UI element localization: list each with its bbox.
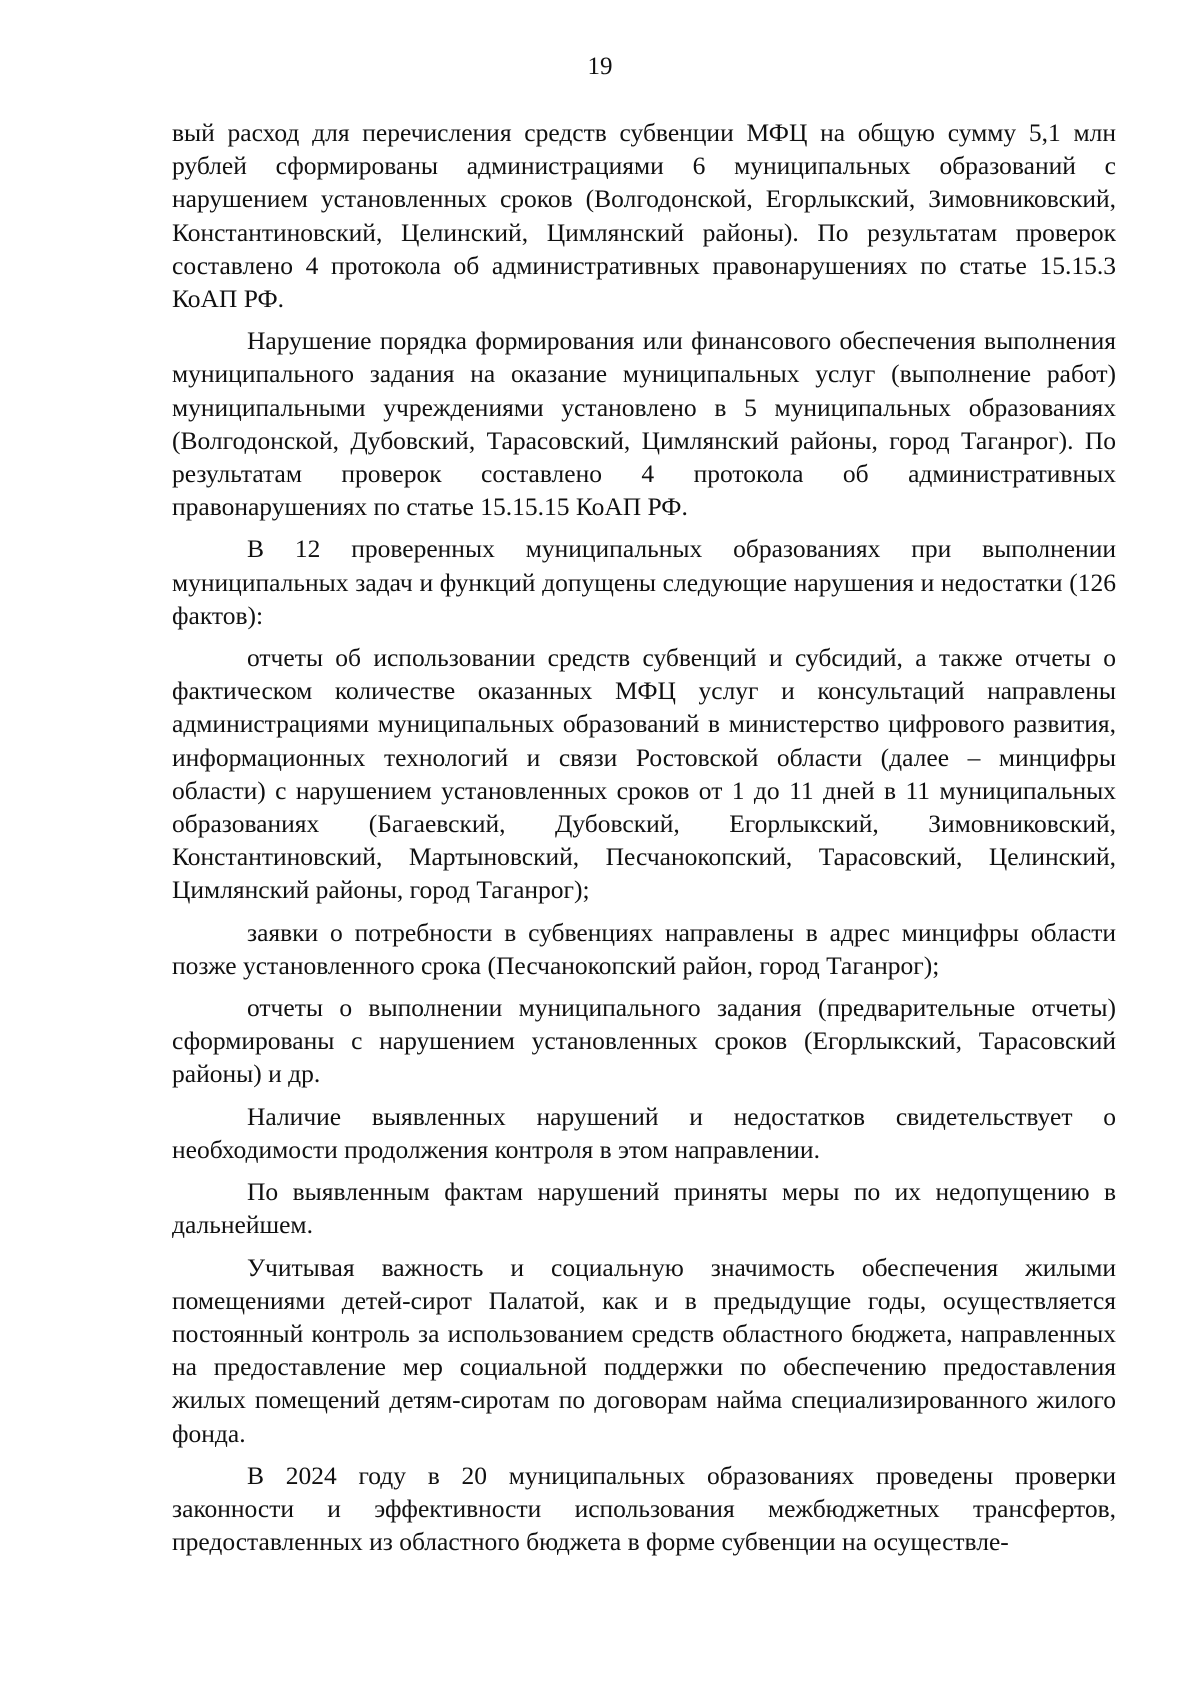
list-item-reports-deadlines: отчеты об использовании средств субвенций и субсидий, а также отчеты о фактическом количестве оказанных МФЦ услуг и консультаций направлены администрациями муниципальных образований в министерство цифрового развития, информационных технологий и связи Ростовской области (далее – минцифры области) с нарушением установленных сроков от 1 до 11 дней в 11 муниципальных образованиях (Багаевский, Дубовский, Егорлыкский, Зимовниковский, Константиновский, Мартыновский, Песчанокопский, Тарасовский, Целинский, Цимлянский районы, город Таганрог); (172, 643, 1116, 905)
paragraph-control-continuation: Наличие выявленных нарушений и недостатков свидетельствует о необходимости продолжения контроля в этом направлении. (172, 1101, 1116, 1164)
paragraph-continuation: вый расход для перечисления средств субвенции МФЦ на общую сумму 5,1 млн рублей сформированы администрациями 6 муниципальных образований с нарушением установленных сроков (Волгодонской, Егорлыкский, Зимовниковский, Константиновский, Целинский, Цимлянский районы). По результатам проверок составлено 4 протокола об административных правонарушениях по статье 15.15.3 КоАП РФ. (172, 118, 1116, 314)
paragraph-2024-inspections: В 2024 году в 20 муниципальных образованиях проведены проверки законности и эффективности использования межбюджетных трансфертов, предоставленных из областного бюджета в форме субвенции на осуществле- (172, 1460, 1116, 1557)
list-item-subvention-requests: заявки о потребности в субвенциях направлены в адрес минцифры области позже установленного срока (Песчанокопский район, город Таганрог); (172, 917, 1116, 980)
paragraph-measures-taken: По выявленным фактам нарушений приняты меры по их недопущению в дальнейшем. (172, 1177, 1116, 1240)
paragraph-municipal-task-violations: Нарушение порядка формирования или финансового обеспечения выполнения муниципального задания на оказание муниципальных услуг (выполнение работ) муниципальными учреждениями установлено в 5 муниципальных образованиях (Волгодонской, Дубовский, Тарасовский, Цимлянский районы, город Таганрог). По результатам проверок составлено 4 протокола об административных правонарушениях по статье 15.15.15 КоАП РФ. (172, 326, 1116, 522)
list-item-municipal-task-reports: отчеты о выполнении муниципального задания (предварительные отчеты) сформированы с нарушением установленных сроков (Егорлыкский, Тарасовский районы) и др. (172, 993, 1116, 1089)
paragraph-inspected-municipalities: В 12 проверенных муниципальных образованиях при выполнении муниципальных задач и функций допущены следующие нарушения и недостатки (126 фактов): (172, 534, 1116, 630)
page-number: 19 (587, 53, 613, 80)
paragraph-orphan-housing-control: Учитывая важность и социальную значимость обеспечения жилыми помещениями детей-сирот Палатой, как и в предыдущие годы, осуществляется постоянный контроль за использованием средств областного бюджета, направленных на предоставление мер социальной поддержки по обеспечению предоставления жилых помещений детям-сиротам по договорам найма специализированного жилого фонда. (172, 1252, 1116, 1448)
document-body (172, 116, 1116, 1567)
